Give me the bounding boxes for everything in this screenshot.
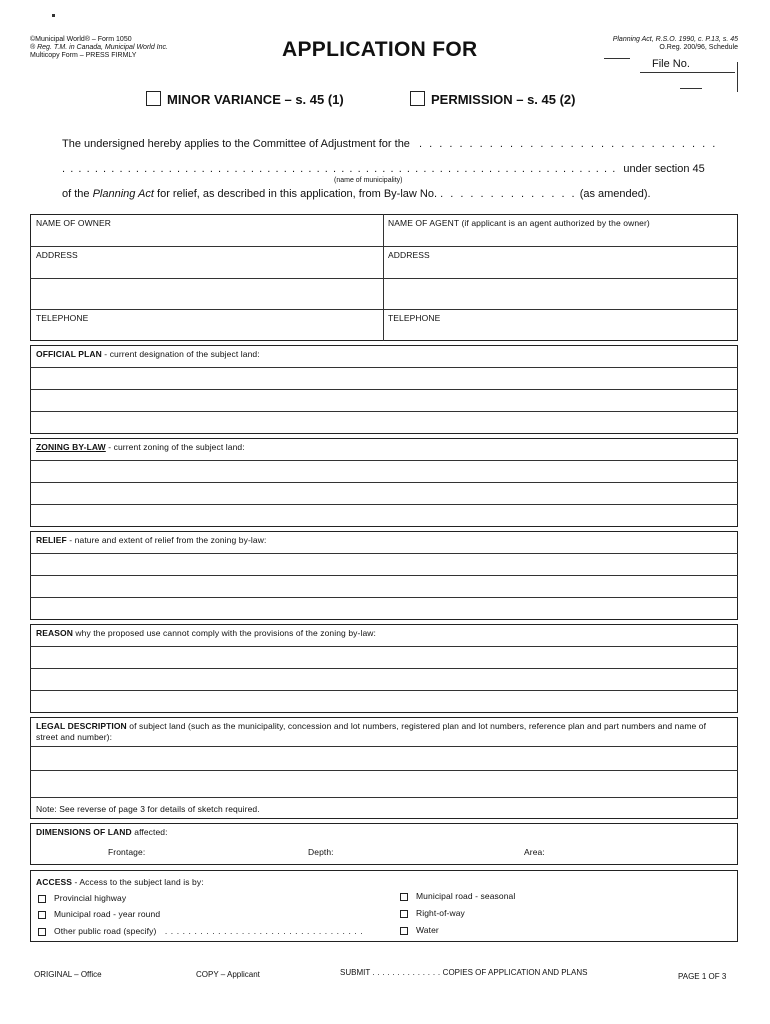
zoning-line-2[interactable] xyxy=(30,482,738,483)
statute-reference xyxy=(613,36,738,52)
file-no-rule-left xyxy=(604,58,630,59)
access-option-municipal-year-round[interactable] xyxy=(38,909,160,919)
access-bold: ACCESS xyxy=(36,877,73,887)
statute-line-1: Planning Act, R.S.O. 1990, c. P.13, s. 45 xyxy=(612,36,738,43)
depth-label: Depth: xyxy=(308,847,334,857)
statute-line-2: O.Reg. 200/96, Schedule xyxy=(659,44,738,51)
legal-note: Note: See reverse of page 3 for details of sketch required. xyxy=(36,804,260,814)
access-rest: - Access to the subject land is by: xyxy=(72,877,204,887)
reason-line-3[interactable] xyxy=(30,690,738,691)
legal-line-1[interactable] xyxy=(30,746,738,747)
file-no-bracket xyxy=(737,62,738,92)
copyright-line-1: ©Municipal World® – Form 1050 xyxy=(30,36,132,43)
official-plan-heading xyxy=(36,349,260,359)
access-heading xyxy=(36,877,204,887)
footer-copies-label: COPIES OF APPLICATION AND PLANS xyxy=(442,968,588,977)
legal-description-heading xyxy=(36,721,726,743)
zoning-bold: ZONING BY-LAW xyxy=(36,442,106,452)
access-option-right-of-way[interactable] xyxy=(400,908,465,918)
footer-submit-label: SUBMIT xyxy=(340,968,371,977)
zoning-line-1[interactable] xyxy=(30,460,738,461)
access-option-municipal-seasonal[interactable] xyxy=(400,891,515,901)
dimensions-rest: affected: xyxy=(131,827,168,837)
official-plan-line-3[interactable] xyxy=(30,411,738,412)
bylaw-number-dots[interactable]: . . . . . . . . . . . . . . xyxy=(440,188,577,200)
relief-rest: - nature and extent of relief from the zoning by-law: xyxy=(66,535,267,545)
relief-line-3[interactable] xyxy=(30,597,738,598)
owner-row-rule-1 xyxy=(30,246,738,247)
reason-heading xyxy=(36,628,376,638)
agent-name-label: NAME OF AGENT (if applicant is an agent authorized by the owner) xyxy=(388,218,650,228)
owner-row-rule-3 xyxy=(30,309,738,310)
water-label: Water xyxy=(416,925,439,935)
municipal-year-round-checkbox[interactable] xyxy=(38,911,46,919)
footer-submit-dots[interactable]: . . . . . . . . . . . . . . xyxy=(372,968,441,977)
option-minor-variance[interactable] xyxy=(146,92,344,108)
other-public-road-label: Other public road (specify) xyxy=(54,926,157,936)
official-plan-line-1[interactable] xyxy=(30,367,738,368)
intro-line-2-suffix: under section 45 xyxy=(623,163,705,175)
owner-address-label: ADDRESS xyxy=(36,250,78,260)
official-plan-rest: - current designation of the subject land: xyxy=(101,349,260,359)
provincial-highway-label: Provincial highway xyxy=(54,893,127,903)
intro-line-3-prefix: of the xyxy=(62,188,90,200)
copyright-block xyxy=(30,36,168,60)
frontage-label: Frontage: xyxy=(108,847,146,857)
relief-line-1[interactable] xyxy=(30,553,738,554)
agent-address-label: ADDRESS xyxy=(388,250,430,260)
reason-line-2[interactable] xyxy=(30,668,738,669)
zoning-heading xyxy=(36,442,245,452)
municipality-fill-dots-2[interactable]: . . . . . . . . . . . . . . . . . . . . . . . . . . . . . . . . . . . . . . . . . . . . . . . . . . . . . . . . . . . . . . . . . . . . xyxy=(62,163,617,175)
access-option-other-public-road[interactable] xyxy=(38,926,363,936)
municipality-caption: (name of municipality) xyxy=(334,177,403,184)
right-of-way-checkbox[interactable] xyxy=(400,910,408,918)
access-option-water[interactable] xyxy=(400,925,439,935)
footer-copy: COPY – Applicant xyxy=(196,970,260,979)
owner-row-rule-2 xyxy=(30,278,738,279)
agent-phone-label: TELEPHONE xyxy=(388,313,441,323)
relief-heading xyxy=(36,535,266,545)
copyright-line-3: Multicopy Form – PRESS FIRMLY xyxy=(30,52,137,59)
relief-line-2[interactable] xyxy=(30,575,738,576)
reason-line-1[interactable] xyxy=(30,646,738,647)
area-label: Area: xyxy=(524,847,545,857)
permission-checkbox[interactable] xyxy=(410,91,425,106)
file-no-label: File No. xyxy=(652,58,690,70)
intro-line-3 xyxy=(62,188,651,200)
legal-bold: LEGAL DESCRIPTION xyxy=(36,721,127,731)
permission-label: PERMISSION – s. 45 (2) xyxy=(431,92,576,107)
legal-line-2[interactable] xyxy=(30,770,738,771)
water-checkbox[interactable] xyxy=(400,927,408,935)
relief-bold: RELIEF xyxy=(36,535,67,545)
municipality-fill-dots[interactable]: . . . . . . . . . . . . . . . . . . . . . . . . . . . . . . xyxy=(419,138,718,150)
municipal-year-round-label: Municipal road - year round xyxy=(54,909,161,919)
corner-mark xyxy=(52,14,55,17)
municipal-seasonal-label: Municipal road - seasonal xyxy=(416,891,516,901)
page-title: APPLICATION FOR xyxy=(282,38,478,61)
official-plan-bold: OFFICIAL PLAN xyxy=(36,349,102,359)
dimensions-bold: DIMENSIONS OF LAND xyxy=(36,827,132,837)
access-option-provincial-highway[interactable] xyxy=(38,893,126,903)
dimensions-heading xyxy=(36,827,168,837)
footer-submit xyxy=(340,968,587,977)
footer-page-number: PAGE 1 OF 3 xyxy=(678,972,727,981)
intro-line-2 xyxy=(62,163,705,175)
other-public-road-dots[interactable]: . . . . . . . . . . . . . . . . . . . . . . . . . . . . . . . . . . xyxy=(164,926,364,936)
owner-name-label: NAME OF OWNER xyxy=(36,218,111,228)
intro-line-1-text: The undersigned hereby applies to the Committee of Adjustment for the xyxy=(62,138,410,150)
provincial-highway-checkbox[interactable] xyxy=(38,895,46,903)
intro-line-1 xyxy=(62,138,717,150)
zoning-rest: - current zoning of the subject land: xyxy=(105,442,245,452)
file-no-rule-right xyxy=(680,88,702,89)
file-no-underline xyxy=(640,72,735,73)
minor-variance-checkbox[interactable] xyxy=(146,91,161,106)
reason-bold: REASON xyxy=(36,628,73,638)
option-permission[interactable] xyxy=(410,92,576,108)
official-plan-line-2[interactable] xyxy=(30,389,738,390)
municipal-seasonal-checkbox[interactable] xyxy=(400,893,408,901)
right-of-way-label: Right-of-way xyxy=(416,908,465,918)
legal-rest: of subject land (such as the municipality, concession and lot numbers, registered plan and lot numbers, reference plan and part numbers and name of street and number): xyxy=(36,721,707,742)
zoning-line-3[interactable] xyxy=(30,504,738,505)
legal-line-3[interactable] xyxy=(30,797,738,798)
minor-variance-label: MINOR VARIANCE – s. 45 (1) xyxy=(167,92,344,107)
reason-rest: why the proposed use cannot comply with the provisions of the zoning by-law: xyxy=(72,628,376,638)
footer-original: ORIGINAL – Office xyxy=(34,970,102,979)
intro-line-3-middle: for relief, as described in this application, from By-law No. xyxy=(157,188,438,200)
other-public-road-checkbox[interactable] xyxy=(38,928,46,936)
owner-phone-label: TELEPHONE xyxy=(36,313,89,323)
planning-act-italic: Planning Act xyxy=(92,188,154,200)
intro-line-3-suffix: (as amended). xyxy=(579,188,651,200)
copyright-line-2: ® Reg. T.M. in Canada, Municipal World Inc. xyxy=(30,44,168,51)
